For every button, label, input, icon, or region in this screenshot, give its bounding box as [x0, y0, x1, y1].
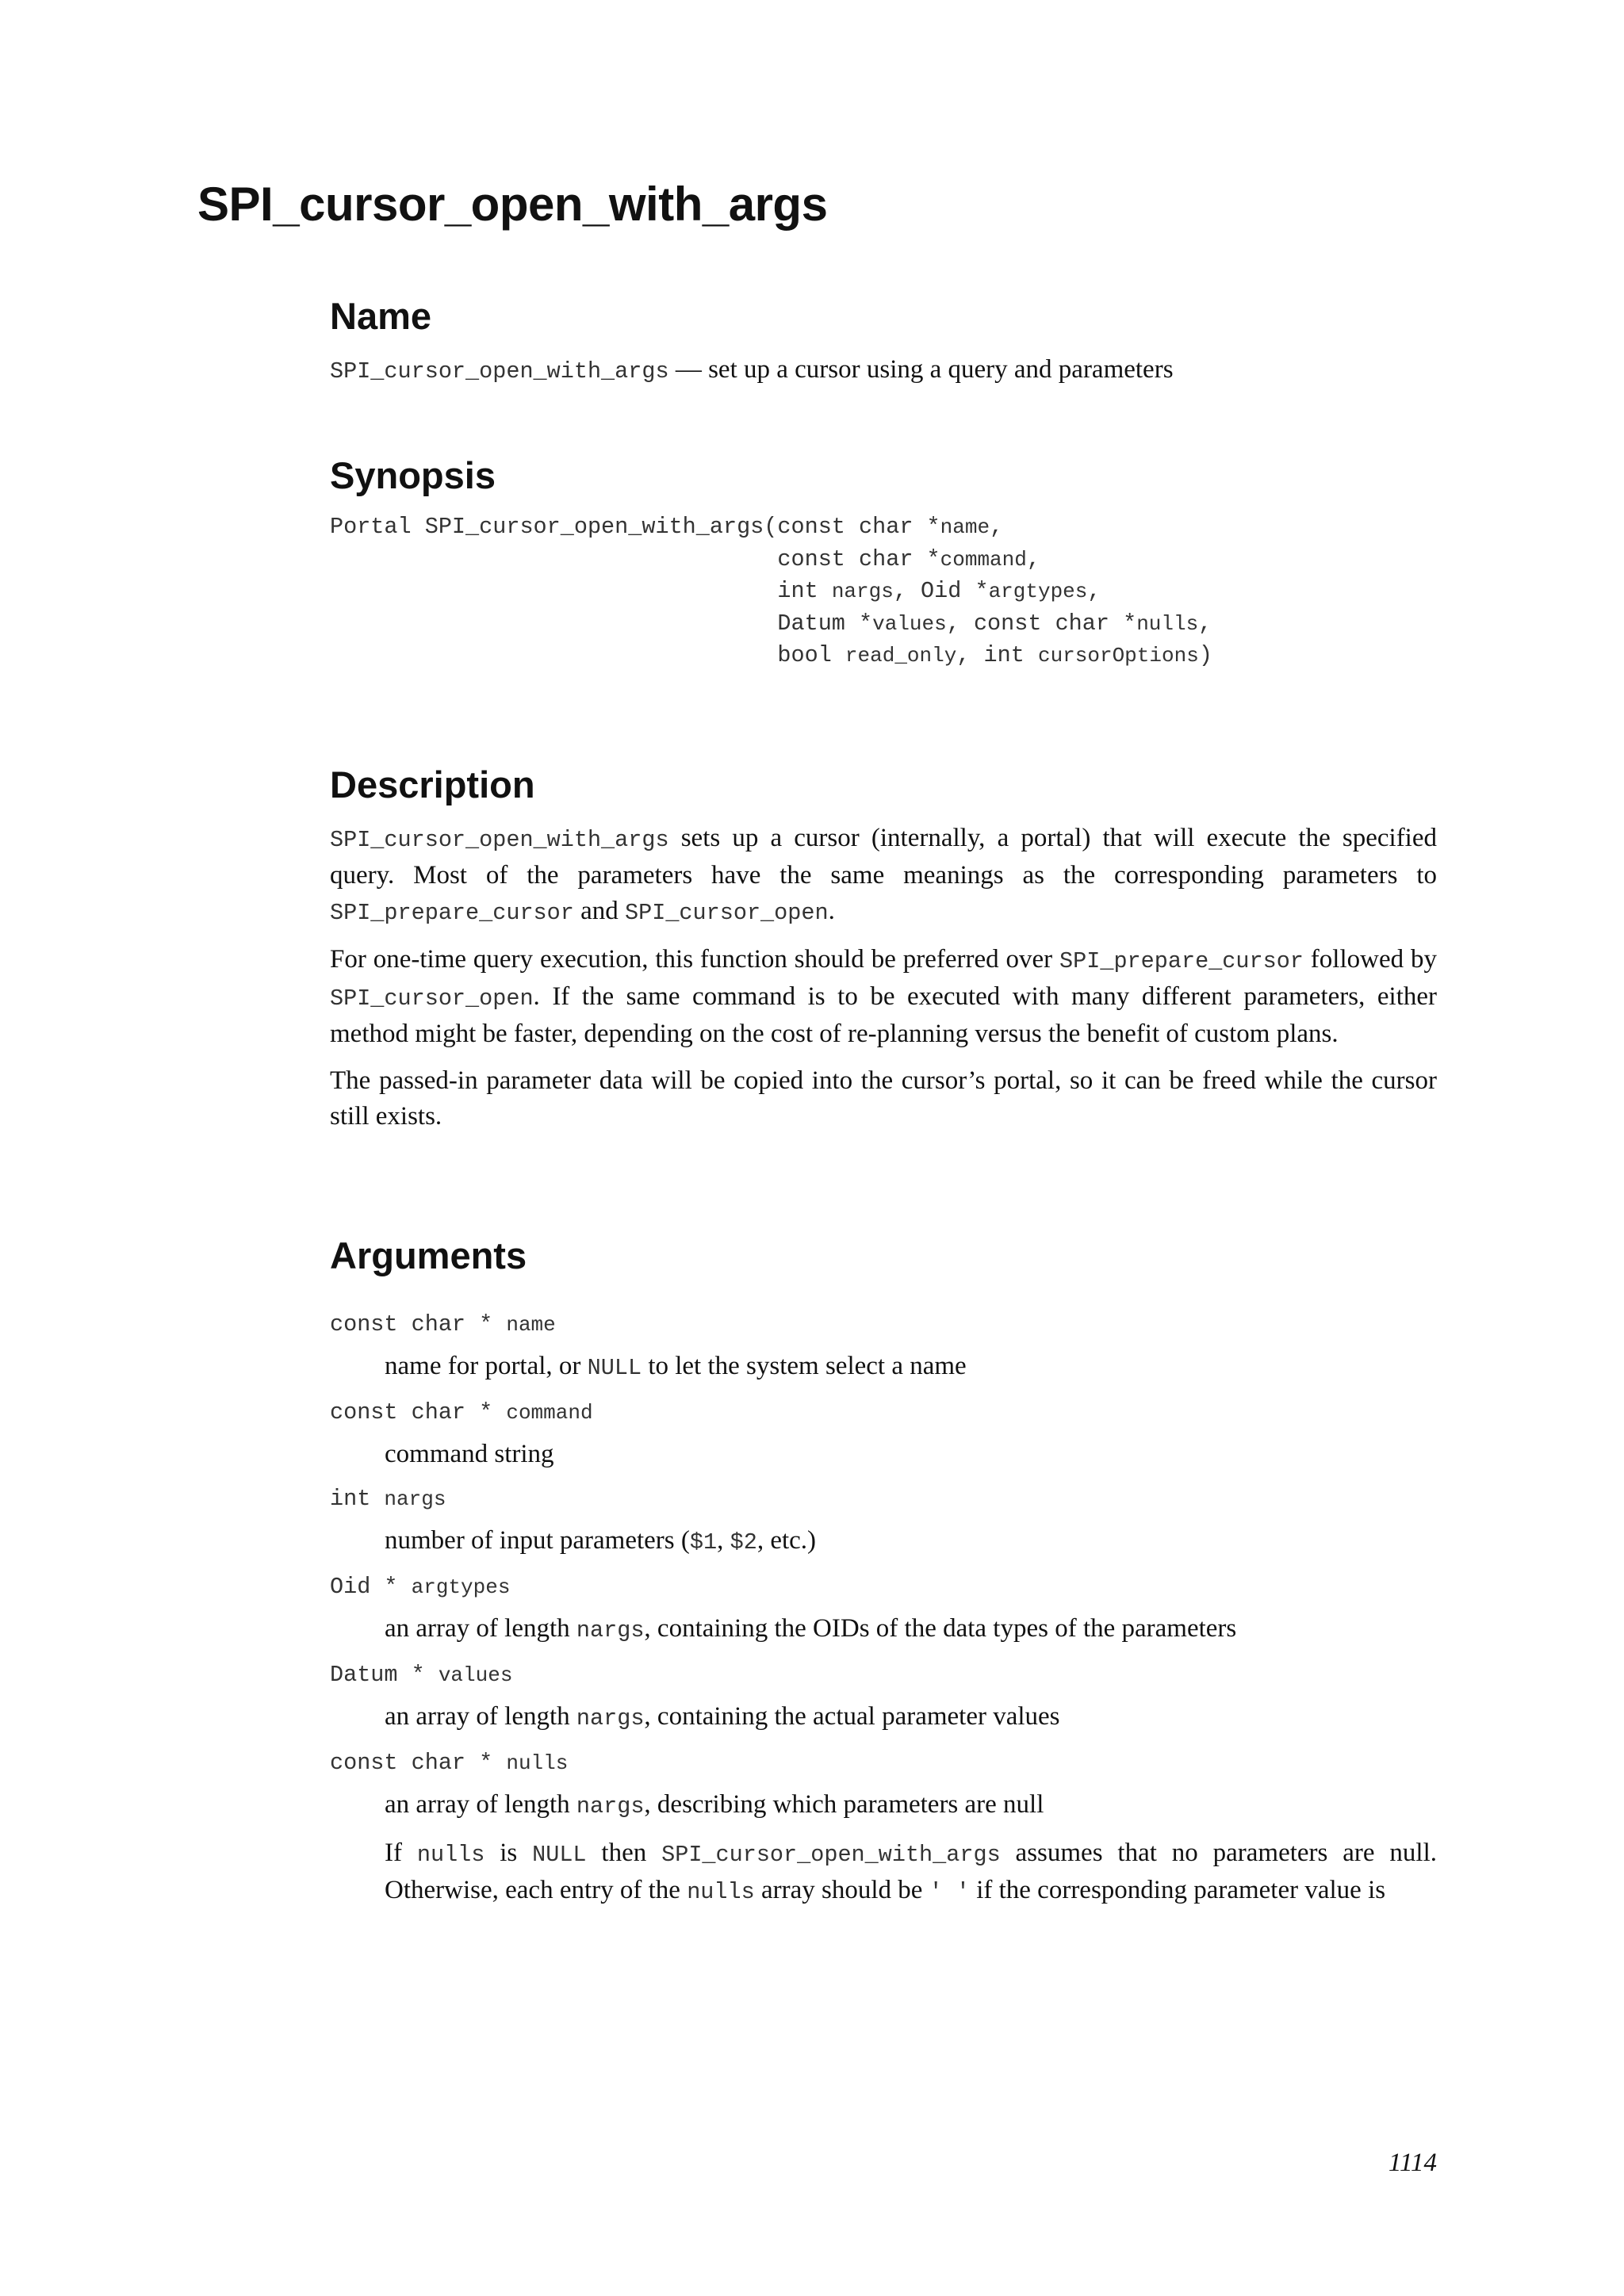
inline-code: NULL: [587, 1354, 642, 1381]
paragraph-text: . If the same command is to be executed with many different parameters, either method might be faster, depending on the cost of re-planning versus the benefit of custom plans.: [330, 982, 1437, 1048]
argument-def-nargs: [385, 1523, 1437, 1560]
param-values: values: [872, 611, 947, 636]
argument-term-nulls: [330, 1747, 1437, 1779]
inline-code: nulls: [687, 1878, 755, 1905]
argument-text: , describing which parameters are null: [644, 1789, 1044, 1819]
inline-code: $1: [689, 1529, 718, 1556]
argument-text: if the corresponding parameter value is: [969, 1875, 1386, 1904]
argument-name: argtypes: [411, 1575, 511, 1599]
page-number: 1114: [1388, 2149, 1437, 2177]
synopsis-type: , Oid *: [893, 578, 989, 605]
param-nargs: nargs: [831, 580, 894, 604]
argument-name: nargs: [384, 1487, 446, 1511]
page-title: SPI_cursor_open_with_args: [197, 178, 828, 231]
inline-code: $2: [730, 1529, 757, 1556]
inline-code: nargs: [576, 1705, 645, 1732]
argument-text: , containing the OIDs of the data types of the parameters: [644, 1613, 1237, 1643]
param-argtypes: argtypes: [988, 580, 1088, 604]
argument-def-name: [385, 1349, 1437, 1386]
argument-name: command: [506, 1400, 593, 1425]
synopsis-punct: ,: [1198, 610, 1212, 637]
name-section: [330, 295, 1437, 389]
argument-nulls-paragraph-2: [385, 1835, 1437, 1910]
argument-text: name for portal, or: [385, 1351, 588, 1380]
param-nulls: nulls: [1136, 611, 1199, 636]
paragraph-text: For one-time query execution, this function should be preferred over: [330, 944, 1060, 974]
inline-code: SPI_cursor_open: [330, 985, 534, 1012]
inline-code: ' ': [929, 1878, 970, 1905]
argument-def-nulls: [385, 1787, 1437, 1910]
synopsis-line-5: bool: [330, 642, 845, 669]
argument-text: assumes that no parameters are null. Otherwise, each entry of the: [385, 1838, 1437, 1904]
description-section: [330, 763, 1437, 1135]
param-name: name: [940, 515, 990, 540]
synopsis-line-1: Portal SPI_cursor_open_with_args(const char *: [330, 514, 940, 541]
description-paragraph-2: [330, 942, 1437, 1052]
paragraph-text: .: [828, 896, 835, 925]
synopsis-type: , const char *: [946, 610, 1137, 637]
synopsis-punct: ,: [990, 514, 1004, 541]
argument-text: an array of length: [385, 1701, 576, 1731]
param-cursor-options: cursorOptions: [1037, 644, 1199, 668]
description-paragraph-1: [330, 821, 1437, 931]
description-heading: Description: [330, 763, 535, 806]
inline-code: nargs: [576, 1793, 645, 1820]
paragraph-text: sets up a cursor (internally, a portal) that will execute the specified query. Most of the parameters have the same meanings as the corresponding parameters to: [330, 823, 1437, 890]
synopsis-code: [330, 511, 1437, 672]
argument-text: an array of length: [385, 1613, 576, 1643]
argument-term-values: [330, 1659, 1437, 1691]
argument-type: const char *: [330, 1311, 507, 1337]
synopsis-punct: ,: [1087, 578, 1101, 605]
inline-code: SPI_prepare_cursor: [330, 899, 574, 926]
argument-nulls-paragraph-1: [385, 1787, 1437, 1824]
inline-code: nargs: [576, 1617, 645, 1644]
argument-term-command: [330, 1397, 1437, 1429]
argument-type: Oid *: [330, 1573, 412, 1600]
argument-def-values: [385, 1699, 1437, 1736]
synopsis-punct: ,: [1026, 545, 1040, 572]
argument-text: number of input parameters (: [385, 1525, 690, 1555]
argument-term-name: [330, 1309, 1437, 1341]
arguments-section: [330, 1234, 1437, 1910]
paragraph-text: followed by: [1303, 944, 1437, 974]
argument-text: is: [485, 1838, 533, 1867]
argument-text: an array of length: [385, 1789, 576, 1819]
paragraph-text: and: [573, 896, 626, 925]
argument-name: nulls: [506, 1751, 569, 1775]
inline-code: SPI_cursor_open: [625, 899, 829, 926]
arguments-heading: Arguments: [330, 1234, 527, 1276]
argument-def-command: command string: [385, 1439, 554, 1468]
argument-text: , etc.): [756, 1525, 817, 1555]
argument-text: If: [385, 1838, 417, 1867]
argument-type: Datum *: [330, 1661, 439, 1688]
synopsis-heading: Synopsis: [330, 454, 496, 497]
argument-text: then: [586, 1838, 662, 1867]
argument-name: name: [506, 1312, 556, 1337]
param-read-only: read_only: [845, 644, 957, 668]
inline-code: SPI_prepare_cursor: [1059, 947, 1304, 974]
inline-code: SPI_cursor_open_with_args: [330, 826, 669, 853]
argument-type: int: [330, 1485, 385, 1512]
synopsis-line-2: const char *: [330, 545, 940, 572]
argument-type: const char *: [330, 1749, 507, 1776]
argument-text: array should be: [754, 1875, 929, 1904]
argument-term-nargs: [330, 1483, 1437, 1515]
function-name: SPI_cursor_open_with_args: [330, 358, 669, 385]
function-summary: — set up a cursor using a query and parameters: [668, 355, 1174, 385]
name-heading: Name: [330, 295, 432, 337]
synopsis-line-3: int: [330, 578, 832, 605]
inline-code: SPI_cursor_open_with_args: [661, 1841, 1001, 1868]
inline-code: NULL: [532, 1841, 587, 1868]
argument-text: to let the system select a name: [642, 1351, 967, 1380]
argument-text: ,: [717, 1525, 730, 1555]
argument-def-argtypes: [385, 1611, 1437, 1648]
argument-name: values: [438, 1663, 513, 1687]
argument-term-argtypes: [330, 1571, 1437, 1603]
argument-text: , containing the actual parameter values: [644, 1701, 1060, 1731]
synopsis-punct: ): [1198, 642, 1212, 669]
name-paragraph: [330, 352, 1437, 389]
description-paragraph-3: The passed-in parameter data will be copied into the cursor’s portal, so it can be freed while the cursor still exists.: [330, 1066, 1437, 1131]
inline-code: nulls: [416, 1841, 485, 1868]
synopsis-type: , int: [956, 642, 1038, 669]
synopsis-line-4: Datum *: [330, 610, 873, 637]
param-command: command: [940, 547, 1027, 572]
synopsis-section: [330, 454, 1437, 672]
argument-type: const char *: [330, 1399, 507, 1425]
page-content: [330, 295, 1437, 1921]
